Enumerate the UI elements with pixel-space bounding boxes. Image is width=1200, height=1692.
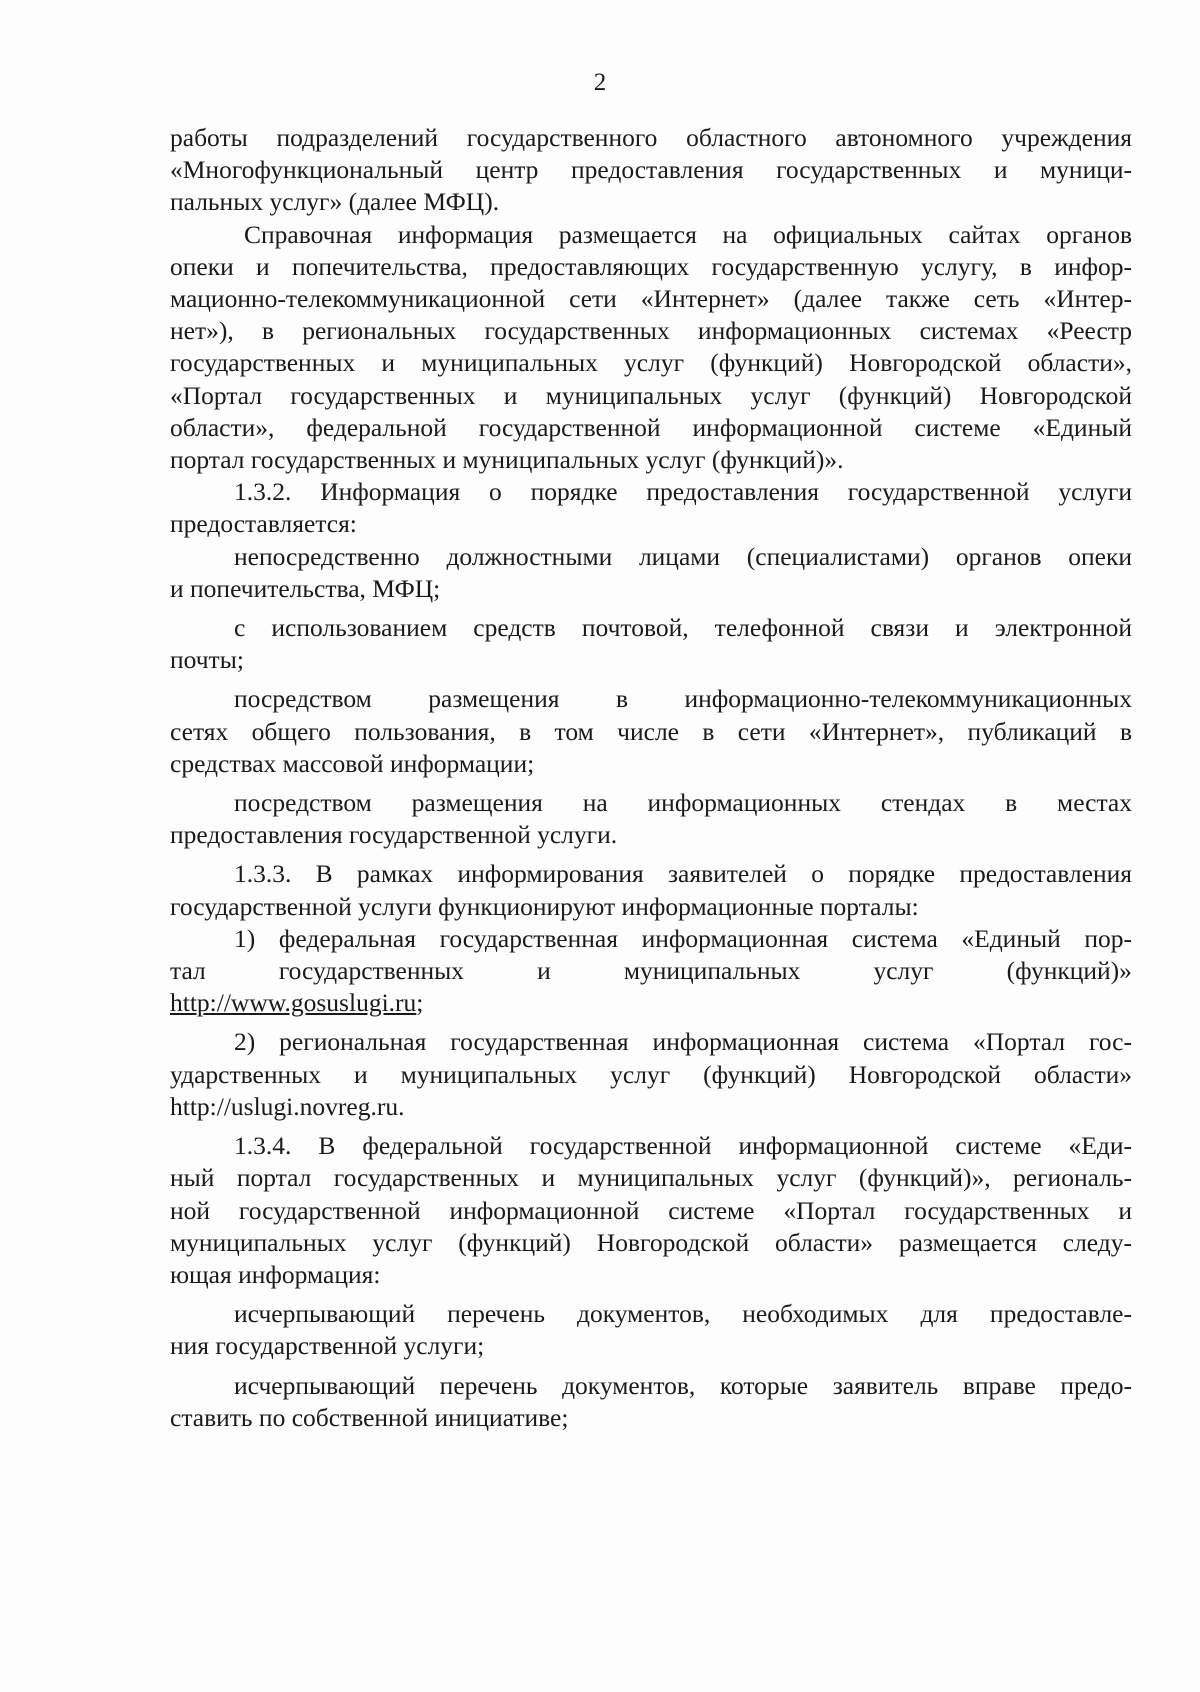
text-line: [170, 987, 1132, 1019]
document-body: [170, 122, 1132, 1434]
text-line: муниципальных услуг (функций) Новгородской области» размещается следу-: [170, 1227, 1132, 1257]
text-line: пальных услуг» (далее МФЦ).: [170, 187, 500, 217]
punctuation: ;: [416, 988, 424, 1018]
word: (функций)»: [1006, 956, 1132, 986]
page-number: 2: [593, 69, 607, 96]
list-item-first-line: 2) региональная государственная информационная система «Портал гос-: [234, 1027, 1132, 1057]
list-item-first-line: посредством размещения в информационно-телекоммуникационных: [234, 684, 1132, 714]
text-line: нет»), в региональных государственных информационных системах «Реестр: [170, 316, 1132, 346]
section-1-3-4-heading: 1.3.4. В федеральной государственной информационной системе «Еди-: [234, 1131, 1132, 1161]
text-line: ставить по собственной инициативе;: [170, 1402, 569, 1432]
text-line: средствах массовой информации;: [170, 748, 535, 778]
text-line: государственной услуги функционируют информационные порталы:: [170, 891, 919, 921]
paragraph-first-line: Справочная информация размещается на официальных сайтах органов: [244, 219, 1132, 249]
text-line: работы подразделений государственного областного автономного учреждения: [170, 123, 1132, 152]
word: и: [537, 956, 551, 986]
word: тал: [170, 956, 206, 986]
text-line: портал государственных и муниципальных услуг (функций)».: [170, 445, 844, 475]
gosuslugi-link[interactable]: http://www.gosuslugi.ru: [170, 988, 417, 1018]
text-line: [170, 955, 1132, 987]
text-line: сетях общего пользования, в том числе в сети «Интернет», публикаций в: [170, 716, 1132, 746]
text-line: и попечительства, МФЦ;: [170, 573, 441, 603]
text-line: предоставления государственной услуги.: [170, 820, 618, 850]
list-item-first-line: с использованием средств почтовой, телефонной связи и электронной: [234, 613, 1132, 643]
text-line: ния государственной услуги;: [170, 1331, 485, 1361]
list-item-first-line: посредством размещения на информационных стендах в местах: [234, 788, 1132, 818]
word: государственных: [278, 956, 465, 986]
text-line: ударственных и муниципальных услуг (функций) Новгородской области»: [170, 1059, 1132, 1089]
word: муниципальных: [623, 956, 801, 986]
text-line: предоставляется:: [170, 509, 357, 539]
list-item-first-line: непосредственно должностными лицами (специалистами) органов опеки: [234, 541, 1132, 571]
text-line: области», федеральной государственной информационной системе «Единый: [170, 412, 1132, 442]
text-line: мационно-телекоммуникационной сети «Интернет» (далее также сеть «Интер-: [170, 284, 1132, 314]
list-item-first-line: 1) федеральная государственная информационная система «Единый пор-: [234, 923, 1132, 953]
text-line: ной государственной информационной системе «Портал государственных и: [170, 1195, 1132, 1225]
uslugi-novreg-url: http://uslugi.novreg.ru.: [170, 1091, 405, 1121]
list-item-first-line: исчерпывающий перечень документов, необходимых для предоставле-: [234, 1299, 1132, 1329]
list-item-first-line: исчерпывающий перечень документов, которые заявитель вправе предо-: [234, 1370, 1132, 1400]
text-line: ющая информация:: [170, 1259, 381, 1289]
text-line: почты;: [170, 645, 244, 675]
text-line: «Многофункциональный центр предоставления государственных и муници-: [170, 155, 1132, 185]
section-1-3-2-heading: 1.3.2. Информация о порядке предоставления государственной услуги: [234, 477, 1132, 507]
text-line: опеки и попечительства, предоставляющих государственную услугу, в инфор-: [170, 251, 1132, 281]
text-line: ный портал государственных и муниципальных услуг (функций)», региональ-: [170, 1163, 1132, 1193]
text-line: государственных и муниципальных услуг (функций) Новгородской области»,: [170, 348, 1132, 378]
text-line: «Портал государственных и муниципальных услуг (функций) Новгородской: [170, 380, 1132, 410]
section-1-3-3-heading: 1.3.3. В рамках информирования заявителей о порядке предоставления: [234, 859, 1132, 889]
word: услуг: [873, 956, 934, 986]
